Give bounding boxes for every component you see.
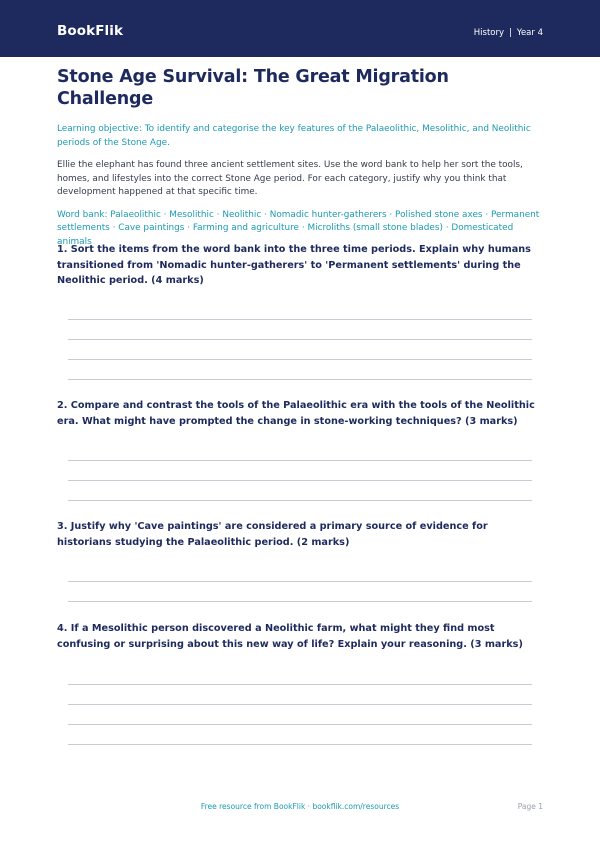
word-bank: Word bank: Palaeolithic · Mesolithic · Neolithic · Nomadic hunter-gatherers · Polished stone axes · Permanent settlements · Cave paintings · Farming and agriculture · Microliths (small stone blades) · Domesticated animals — [57, 209, 540, 247]
answer-line[interactable] — [68, 339, 532, 340]
question-text: 4. If a Mesolithic person discovered a Neolithic farm, what might they find most confusing or surprising about this new way of life? Explain your reasoning. (3 marks) — [57, 623, 523, 650]
intro-paragraph: Ellie the elephant has found three ancient settlement sites. Use the word bank to help her sort the tools, homes, and lifestyles into the correct Stone Age period. For each category, justify why you think that development happened at that specific time. — [57, 160, 523, 197]
answer-line[interactable] — [68, 724, 532, 725]
question-2 — [57, 398, 543, 506]
page-header — [0, 0, 600, 57]
header-meta — [474, 28, 543, 38]
question-4 — [57, 621, 543, 749]
answer-line[interactable] — [68, 684, 532, 685]
question-text: 3. Justify why 'Cave paintings' are considered a primary source of evidence for historians studying the Palaeolithic period. (2 marks) — [57, 521, 488, 548]
answer-line[interactable] — [68, 359, 532, 360]
subject-label: History — [473, 28, 505, 38]
year-label: Year 4 — [516, 28, 543, 38]
page-number: Page 1 — [517, 802, 543, 811]
page-footer — [0, 802, 600, 814]
question-1 — [57, 242, 543, 387]
brand-logo[interactable]: BookFlik — [57, 23, 124, 39]
answer-line[interactable] — [68, 460, 532, 461]
question-text: 2. Compare and contrast the tools of the Palaeolithic era with the tools of the Neolithic era. What might have prompted the change in stone-working techniques? (3 marks) — [57, 400, 535, 427]
question-text: 1. Sort the items from the word bank into the three time periods. Explain why humans transitioned from 'Nomadic hunter-gatherers' to 'Permanent settlements' during the Neolithic period. (4 marks) — [57, 244, 531, 286]
question-3 — [57, 519, 543, 607]
answer-line[interactable] — [68, 581, 532, 582]
meta-separator: | — [509, 28, 512, 38]
answer-line[interactable] — [68, 601, 532, 602]
answer-line[interactable] — [68, 500, 532, 501]
learning-objective: Learning objective: To identify and categorise the key features of the Palaeolithic, Mesolithic, and Neolithic periods of the Stone Age. — [57, 124, 531, 148]
footer-credit-link[interactable]: Free resource from BookFlik · bookflik.com/resources — [200, 802, 400, 811]
worksheet-intro — [57, 66, 543, 249]
answer-line[interactable] — [68, 704, 532, 705]
answer-line[interactable] — [68, 379, 532, 380]
answer-line[interactable] — [68, 319, 532, 320]
page-title: Stone Age Survival: The Great Migration Challenge — [57, 67, 449, 109]
answer-line[interactable] — [68, 480, 532, 481]
answer-line[interactable] — [68, 744, 532, 745]
